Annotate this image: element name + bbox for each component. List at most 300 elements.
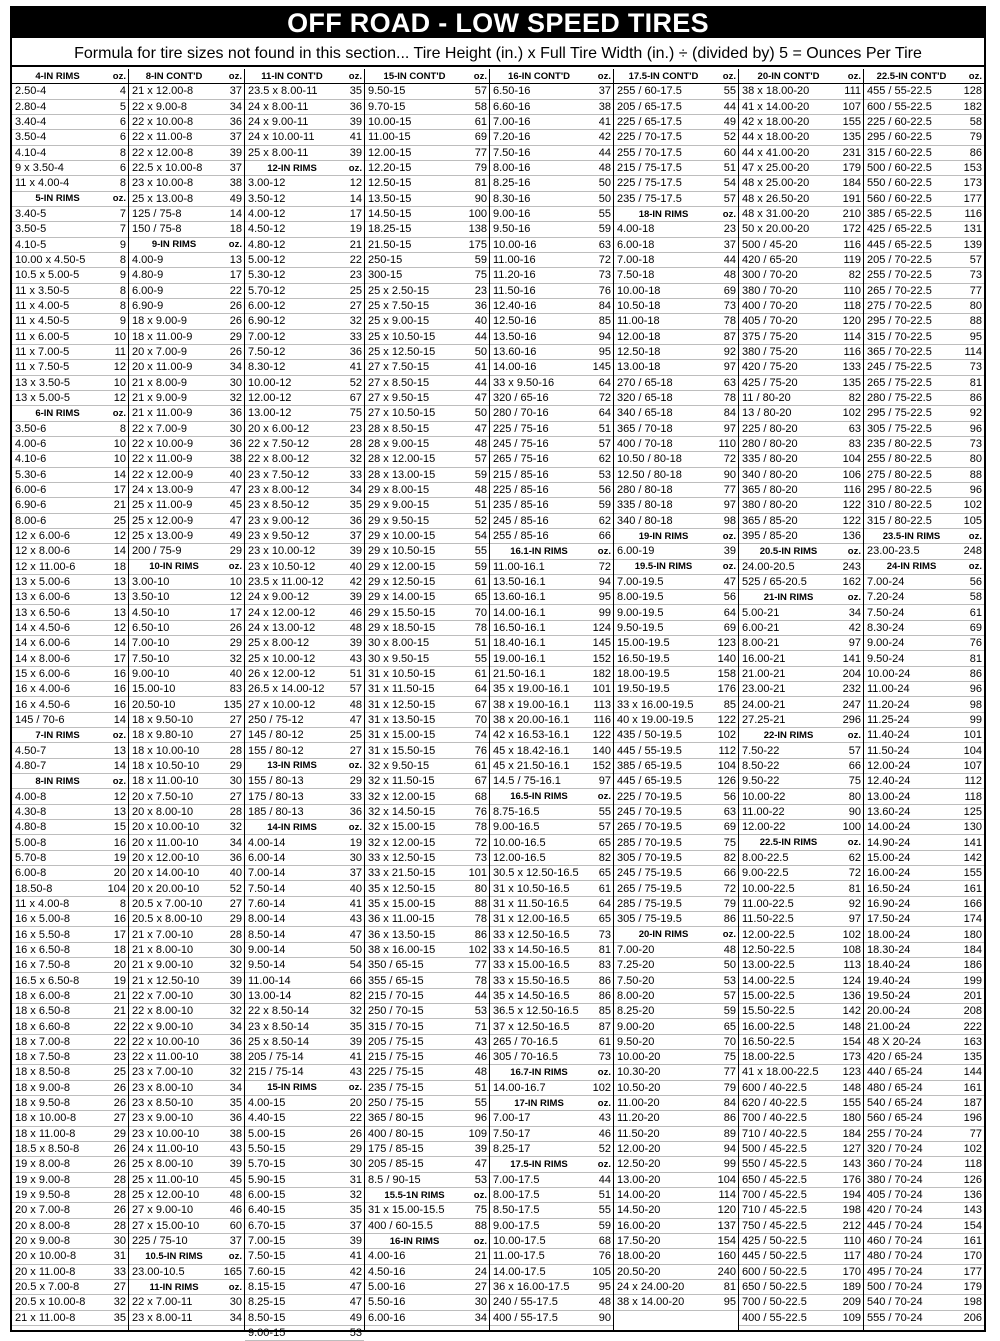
tire-size: 20 x 8.00-10 xyxy=(132,805,194,818)
tire-size: 285 / 70-19.5 xyxy=(617,836,682,849)
tire-row xyxy=(490,192,613,207)
ounces-value: 66 xyxy=(723,867,736,880)
tire-row xyxy=(739,1111,863,1126)
tire-size: 21.50-15 xyxy=(368,238,412,251)
tire-size: 710 / 40-22.5 xyxy=(742,1127,807,1140)
tire-size: 560 / 65-24 xyxy=(867,1112,923,1125)
tire-row xyxy=(739,238,863,253)
tire-row xyxy=(129,789,244,804)
tire-row xyxy=(864,1019,984,1034)
ounces-value: 8 xyxy=(119,897,126,910)
ounces-value: 94 xyxy=(598,330,611,343)
ounces-value: 34 xyxy=(349,484,362,497)
ounces-value: 75 xyxy=(349,407,362,420)
tire-row xyxy=(129,697,244,712)
tire-size: 7.00-15 xyxy=(248,1235,286,1248)
tire-size: 10.00-12 xyxy=(248,376,292,389)
tire-size: 6.90-6 xyxy=(15,499,47,512)
tire-size: 21 x 7.00-10 xyxy=(132,928,194,941)
ounces-value: 77 xyxy=(723,484,736,497)
ounces-value: 92 xyxy=(723,346,736,359)
tire-size: 29 x 10.00-15 xyxy=(368,530,436,542)
tire-size: 6.40-15 xyxy=(248,1204,286,1217)
ounces-value: 78 xyxy=(474,974,487,987)
tire-size: 8.00-21 xyxy=(742,637,780,650)
ounces-header: oz. xyxy=(348,760,362,772)
tire-row xyxy=(490,1295,613,1310)
ounces-value: 64 xyxy=(598,897,611,910)
ounces-value: 17 xyxy=(229,269,242,282)
tire-row xyxy=(12,897,128,912)
tire-size: 31 x 11.50-16.5 xyxy=(493,897,569,910)
ounces-value: 102 xyxy=(842,928,861,941)
tire-column-1 xyxy=(12,69,128,1330)
ounces-value: 231 xyxy=(842,146,861,159)
tire-size: 14 x 6.00-6 xyxy=(15,637,71,650)
tire-row xyxy=(129,651,244,666)
ounces-value: 57 xyxy=(598,438,611,451)
tire-size: 27 x 7.50-15 xyxy=(368,361,430,374)
ounces-value: 35 xyxy=(349,85,362,98)
tire-row xyxy=(12,544,128,559)
tire-size: 295 / 60-22.5 xyxy=(867,131,932,144)
tire-row xyxy=(129,115,244,130)
ounces-value: 30 xyxy=(229,1296,242,1309)
ounces-value: 41 xyxy=(349,361,362,374)
tire-row xyxy=(129,743,244,758)
tire-row xyxy=(739,1157,863,1172)
tire-row xyxy=(490,238,613,253)
rim-size-header xyxy=(12,774,128,789)
ounces-value: 42 xyxy=(598,131,611,144)
tire-size: 28 x 8.50-15 xyxy=(368,422,430,435)
tire-row xyxy=(614,805,738,820)
ounces-value: 5 xyxy=(119,100,126,113)
ounces-value: 47 xyxy=(723,575,736,588)
tire-row xyxy=(614,1249,738,1264)
tire-size: 29 x 14.00-15 xyxy=(368,591,436,604)
ounces-value: 29 xyxy=(229,759,242,772)
tire-size: 20 x 12.00-10 xyxy=(132,851,200,864)
ounces-value: 36 xyxy=(229,407,242,420)
tire-row xyxy=(129,376,244,391)
tire-size: 700 / 50-22.5 xyxy=(742,1296,807,1309)
ounces-value: 47 xyxy=(474,422,487,435)
ounces-value: 122 xyxy=(842,499,861,512)
tire-row xyxy=(12,713,128,728)
ounces-value: 17 xyxy=(229,606,242,619)
tire-row xyxy=(864,1234,984,1249)
rim-size-label: 10.5-IN RIMS xyxy=(145,1250,203,1262)
ounces-value: 9 xyxy=(119,315,126,328)
ounces-header: oz. xyxy=(597,545,611,557)
tire-row xyxy=(245,973,364,988)
tire-size: 7.00-20 xyxy=(617,943,655,956)
ounces-value: 56 xyxy=(598,484,611,497)
tire-size: 22 x 12.00-8 xyxy=(132,146,194,159)
tire-row xyxy=(12,927,128,942)
tire-size: 13.00-18 xyxy=(617,361,661,374)
tire-row xyxy=(12,391,128,406)
ounces-value: 105 xyxy=(963,514,982,527)
rim-size-label: 15-IN RIMS xyxy=(267,1082,317,1094)
ounces-value: 162 xyxy=(842,575,861,588)
tire-row xyxy=(129,682,244,697)
ounces-value: 43 xyxy=(349,913,362,926)
ounces-value: 55 xyxy=(723,85,736,98)
tire-row xyxy=(739,483,863,498)
tire-size: 13.50-16 xyxy=(493,330,537,343)
tire-row xyxy=(12,207,128,222)
tire-size: 25 x 13.00-8 xyxy=(132,192,194,205)
tire-row xyxy=(864,1311,984,1326)
tire-size: 445 / 65-22.5 xyxy=(867,238,932,251)
tire-row xyxy=(739,1219,863,1234)
tire-row xyxy=(12,84,128,99)
ounces-value: 27 xyxy=(229,897,242,910)
ounces-value: 152 xyxy=(592,759,611,772)
ounces-value: 33 xyxy=(349,330,362,343)
ounces-value: 11 xyxy=(114,346,126,359)
ounces-value: 48 xyxy=(598,1296,611,1309)
ounces-value: 75 xyxy=(474,269,487,282)
tire-size: 395 / 85-20 xyxy=(742,530,798,542)
tire-row xyxy=(864,207,984,222)
tire-size: 33 x 9.50-16 xyxy=(493,376,555,389)
rim-size-header xyxy=(245,1081,364,1096)
ounces-header: oz. xyxy=(847,837,861,849)
tire-row xyxy=(739,575,863,590)
ounces-header: oz. xyxy=(597,791,611,803)
tire-size: 23 x 8.50-14 xyxy=(248,1020,310,1033)
tire-size: 7.60-14 xyxy=(248,897,286,910)
tire-row xyxy=(614,115,738,130)
tire-row xyxy=(245,575,364,590)
ounces-value: 39 xyxy=(349,1035,362,1048)
ounces-value: 75 xyxy=(848,775,861,788)
ounces-value: 20 xyxy=(349,1097,362,1110)
tire-row xyxy=(490,130,613,145)
tire-size: 4.10-6 xyxy=(15,453,47,466)
ounces-value: 135 xyxy=(223,698,242,711)
tire-row xyxy=(245,84,364,99)
tire-row xyxy=(12,1096,128,1111)
tire-row xyxy=(739,973,863,988)
ounces-value: 140 xyxy=(717,652,736,665)
ounces-value: 50 xyxy=(474,346,487,359)
ounces-value: 78 xyxy=(723,315,736,328)
ounces-value: 73 xyxy=(969,361,982,374)
tire-row xyxy=(490,84,613,99)
tire-size: 14 x 4.50-6 xyxy=(15,621,71,634)
tire-row xyxy=(490,682,613,697)
tire-row xyxy=(129,284,244,299)
tire-row xyxy=(129,1173,244,1188)
tire-row xyxy=(365,330,489,345)
tire-size: 600 / 40-22.5 xyxy=(742,1081,807,1094)
tire-size: 35 x 12.50-15 xyxy=(368,882,436,895)
tire-size: 200 / 75-9 xyxy=(132,545,182,558)
ounces-value: 32 xyxy=(229,959,242,972)
tire-size: 17.50-20 xyxy=(617,1235,661,1248)
ounces-value: 62 xyxy=(598,453,611,466)
tire-row xyxy=(129,605,244,620)
tire-row xyxy=(245,544,364,559)
ounces-value: 13 xyxy=(113,744,126,757)
tire-size: 15.00-24 xyxy=(867,851,911,864)
tire-size: 22 x 9.00-8 xyxy=(132,100,188,113)
tire-size: 420 / 65-20 xyxy=(742,254,798,267)
tire-row xyxy=(12,697,128,712)
ounces-value: 32 xyxy=(349,453,362,466)
tire-size: 31 x 11.50-15 xyxy=(368,683,435,696)
ounces-value: 122 xyxy=(717,713,736,726)
tire-size: 235 / 80-22.5 xyxy=(867,438,932,451)
tire-row xyxy=(12,115,128,130)
tire-size: 12.00-22.5 xyxy=(742,928,795,941)
tire-size: 6.70-15 xyxy=(248,1219,286,1232)
tire-size: 5.50-15 xyxy=(248,1143,286,1156)
ounces-value: 96 xyxy=(969,422,982,435)
ounces-value: 102 xyxy=(963,499,982,512)
ounces-value: 136 xyxy=(842,989,861,1002)
tire-row xyxy=(12,1111,128,1126)
tire-row xyxy=(245,222,364,237)
tire-size: 25 x 13.00-9 xyxy=(132,530,194,542)
ounces-value: 54 xyxy=(723,177,736,190)
ounces-value: 29 xyxy=(229,913,242,926)
tire-row xyxy=(739,774,863,789)
tire-row xyxy=(490,820,613,835)
tire-row xyxy=(365,682,489,697)
tire-row xyxy=(864,789,984,804)
ounces-value: 52 xyxy=(474,514,487,527)
tire-row xyxy=(864,851,984,866)
tire-row xyxy=(365,651,489,666)
tire-size: 560 / 60-22.5 xyxy=(867,192,932,205)
ounces-value: 6 xyxy=(119,116,126,129)
tire-size: 12.00-24 xyxy=(867,759,911,772)
tire-row xyxy=(614,789,738,804)
tire-row xyxy=(614,161,738,176)
tire-row xyxy=(129,468,244,483)
ounces-value: 138 xyxy=(468,223,487,236)
ounces-value: 97 xyxy=(723,422,736,435)
tire-row xyxy=(739,605,863,620)
tire-size: 11.00-22.5 xyxy=(742,897,794,910)
ounces-value: 37 xyxy=(229,162,242,175)
tire-row xyxy=(129,1157,244,1172)
ounces-value: 175 xyxy=(468,238,487,251)
ounces-value: 127 xyxy=(842,1143,861,1156)
tire-size: 25 x 12.00-9 xyxy=(132,514,194,527)
ounces-value: 86 xyxy=(969,392,982,405)
rim-size-header xyxy=(490,1096,613,1111)
rim-size-header xyxy=(245,820,364,835)
tire-row xyxy=(614,835,738,850)
tire-size: 13 x 5.00-5 xyxy=(15,392,71,405)
tire-row xyxy=(129,881,244,896)
tire-size: 8.5 / 90-15 xyxy=(368,1173,421,1186)
tire-row xyxy=(864,314,984,329)
tire-size: 9.00-24 xyxy=(867,637,905,650)
ounces-value: 163 xyxy=(963,1035,982,1048)
rim-size-header xyxy=(490,69,613,84)
tire-size: 500 / 60-22.5 xyxy=(867,162,932,175)
ounces-value: 155 xyxy=(842,116,861,129)
ounces-value: 30 xyxy=(229,989,242,1002)
ounces-value: 27 xyxy=(229,713,242,726)
ounces-value: 122 xyxy=(592,729,611,742)
tire-row xyxy=(490,115,613,130)
ounces-value: 118 xyxy=(964,790,982,803)
tire-size: 215 / 75-17.5 xyxy=(617,162,682,175)
ounces-value: 70 xyxy=(474,713,487,726)
tire-row xyxy=(739,943,863,958)
tire-row xyxy=(129,1065,244,1080)
ounces-value: 101 xyxy=(468,867,487,880)
ounces-value: 209 xyxy=(842,1296,861,1309)
tire-size: 365 / 70-22.5 xyxy=(867,346,932,359)
tire-size: 18.50-8 xyxy=(15,882,53,895)
tire-size: 9.00-20 xyxy=(617,1020,655,1033)
ounces-value: 40 xyxy=(349,560,362,573)
ounces-value: 16 xyxy=(113,913,126,926)
tire-row xyxy=(739,1249,863,1264)
ounces-value: 39 xyxy=(723,545,736,558)
tire-row xyxy=(614,667,738,682)
tire-row xyxy=(129,222,244,237)
tire-row xyxy=(12,820,128,835)
tire-size: 10.00-16 xyxy=(493,238,537,251)
ounces-value: 128 xyxy=(963,85,982,98)
tire-row xyxy=(864,1050,984,1065)
tire-size: 12.00-16.5 xyxy=(493,851,546,864)
ounces-value: 119 xyxy=(843,254,861,267)
ounces-value: 32 xyxy=(349,1005,362,1018)
tire-size: 225 / 85-16 xyxy=(493,484,549,497)
ounces-value: 17 xyxy=(113,928,126,941)
tire-row xyxy=(365,284,489,299)
ounces-value: 73 xyxy=(598,1051,611,1064)
ounces-value: 85 xyxy=(598,1005,611,1018)
ounces-value: 69 xyxy=(723,821,736,834)
tire-row xyxy=(12,1081,128,1096)
rim-size-label: 24-IN RIMS xyxy=(886,561,937,573)
tire-row xyxy=(739,1050,863,1065)
tire-size: 365 / 70-18 xyxy=(617,422,673,435)
ounces-value: 86 xyxy=(598,974,611,987)
tire-row xyxy=(490,1127,613,1142)
ounces-value: 87 xyxy=(598,1020,611,1033)
tire-row xyxy=(739,743,863,758)
tire-size: 30 x 9.50-15 xyxy=(368,652,430,665)
tire-size: 11 x 7.50-5 xyxy=(15,361,70,374)
tire-size: 30.5 x 12.50-16.5 xyxy=(493,867,579,880)
ounces-value: 30 xyxy=(229,943,242,956)
ounces-value: 59 xyxy=(474,560,487,573)
rim-size-label: 16.1-IN RIMS xyxy=(510,545,568,557)
tire-row xyxy=(365,514,489,529)
tire-row xyxy=(129,590,244,605)
tire-size: 12.50-20 xyxy=(617,1158,661,1171)
tire-size: 19 x 9.50-8 xyxy=(15,1189,71,1202)
tire-size: 20 x 20.00-10 xyxy=(132,882,200,895)
ounces-value: 80 xyxy=(969,453,982,466)
tire-row xyxy=(245,897,364,912)
ounces-value: 43 xyxy=(349,1066,362,1079)
tire-size: 29 x 12.00-15 xyxy=(368,560,436,573)
tire-size: 10.00-15 xyxy=(368,116,412,129)
ounces-value: 48 xyxy=(229,1189,242,1202)
ounces-value: 120 xyxy=(717,1204,736,1217)
ounces-header: oz. xyxy=(722,70,736,82)
tire-size: 26.5 x 14.00-12 xyxy=(248,683,325,696)
ounces-value: 38 xyxy=(598,100,611,113)
tire-size: 4.00-8 xyxy=(15,790,47,803)
ounces-value: 37 xyxy=(229,1235,242,1248)
tire-row xyxy=(864,1142,984,1157)
tire-row xyxy=(12,1295,128,1310)
tire-row xyxy=(245,636,364,651)
tire-size: 13 x 5.00-6 xyxy=(15,575,71,588)
tire-row xyxy=(129,544,244,559)
tire-row xyxy=(490,605,613,620)
tire-row xyxy=(864,146,984,161)
rim-size-label: 22.5-IN CONT'D xyxy=(876,70,947,82)
tire-size: 9.00-16.5 xyxy=(493,821,540,834)
tire-size: 495 / 70-24 xyxy=(867,1265,923,1278)
tire-size: 38 x 16.00-15 xyxy=(368,943,436,956)
ounces-value: 18 xyxy=(113,943,126,956)
tire-size: 10.50-18 xyxy=(617,300,661,313)
ounces-value: 81 xyxy=(474,177,487,190)
tire-size: 8.25-15 xyxy=(248,1296,286,1309)
rim-size-label: 4-IN RIMS xyxy=(35,70,80,82)
tire-row xyxy=(490,1081,613,1096)
tire-size: 235 / 85-16 xyxy=(493,499,549,512)
ounces-value: 51 xyxy=(723,162,736,175)
tire-row xyxy=(490,1234,613,1249)
rim-size-label: 19-IN RIMS xyxy=(638,530,689,542)
tire-size: 11.00-14 xyxy=(248,974,291,987)
tire-row xyxy=(365,1311,489,1326)
ounces-value: 6 xyxy=(119,131,126,144)
tire-size: 445 / 50-22.5 xyxy=(742,1250,807,1263)
tire-size: 360 / 70-24 xyxy=(867,1158,923,1171)
tire-row xyxy=(490,100,613,115)
tire-size: 8.00-20 xyxy=(617,989,655,1002)
tire-size: 23 x 8.00-11 xyxy=(132,1311,193,1324)
tire-row xyxy=(245,651,364,666)
tire-size: 425 / 65-22.5 xyxy=(867,223,932,236)
ounces-value: 114 xyxy=(843,330,861,343)
ounces-value: 49 xyxy=(349,1311,362,1324)
tire-row xyxy=(739,713,863,728)
tire-size: 6.00-14 xyxy=(248,851,286,864)
ounces-value: 38 xyxy=(229,1051,242,1064)
tire-row xyxy=(365,376,489,391)
ounces-value: 51 xyxy=(598,422,611,435)
tire-row xyxy=(245,866,364,881)
ounces-value: 152 xyxy=(592,652,611,665)
ounces-value: 73 xyxy=(969,438,982,451)
tire-row xyxy=(129,1234,244,1249)
ounces-value: 23 xyxy=(349,269,362,282)
tire-size: 17.50-24 xyxy=(867,913,911,926)
tire-size: 340 / 80-18 xyxy=(617,514,673,527)
tire-size: 175 / 80-13 xyxy=(248,790,304,803)
